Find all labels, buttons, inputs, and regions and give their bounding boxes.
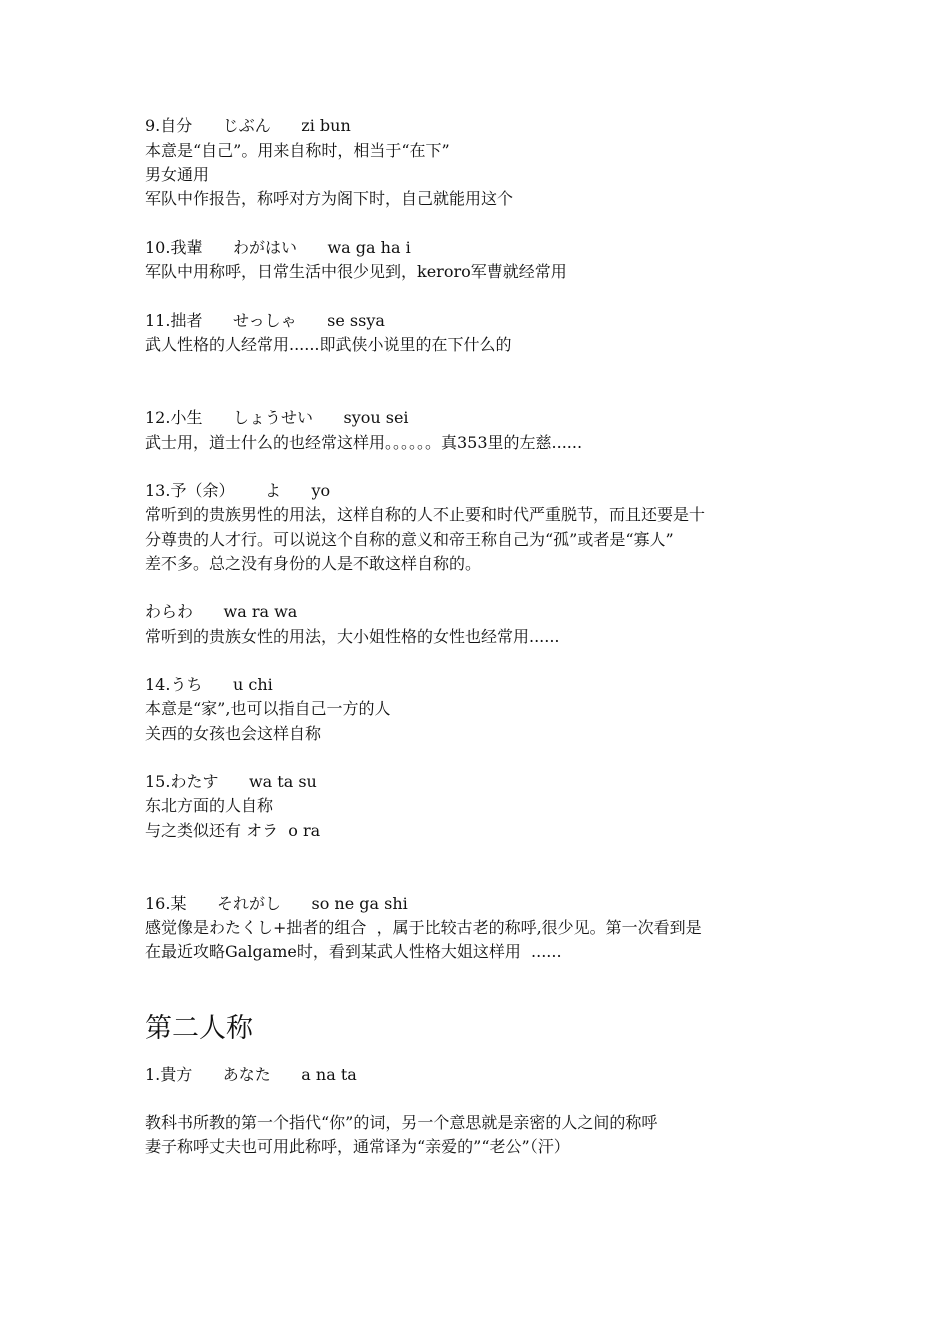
entry-header-9: 9.自分 じぶん zi bun [145, 116, 351, 135]
entry-text: 感觉像是わたくし+拙者的组合 ，属于比较古老的称呼,很少见。第一次看到是 [145, 918, 702, 937]
entry-text: 分尊贵的人才行。可以说这个自称的意义和帝王称自己为“孤”或者是“寡人” [145, 530, 674, 549]
entry-text: 妻子称呼丈夫也可用此称呼，通常译为“亲爱的”“老公”（汗） [145, 1137, 570, 1156]
entry-header-14: 14.うち u chi [145, 675, 273, 694]
entry-text: 军队中用称呼，日常生活中很少见到，keroro军曹就经常用 [145, 262, 567, 281]
entry-header-12: 12.小生 しょうせい syou sei [145, 408, 409, 427]
entry-header-15: 15.わたす wa ta su [145, 772, 317, 791]
entry-text: 军队中作报告，称呼对方为阁下时，自己就能用这个 [145, 189, 514, 208]
entry-text: 差不多。总之没有身份的人是不敢这样自称的。 [145, 554, 482, 573]
entry-text: 本意是“家”,也可以指自己一方的人 [145, 699, 391, 718]
entry-header-13: 13.予（余） よ yo [145, 481, 331, 500]
entry-header-16: 16.某 それがし so ne ga shi [145, 894, 408, 913]
entry-text: 常听到的贵族男性的用法，这样自称的人不止要和时代严重脱节，而且还要是十 [145, 505, 706, 524]
section-heading: 第二人称 [145, 1013, 253, 1044]
entry-text: 在最近攻略Galgame时，看到某武人性格大姐这样用 ...... [145, 942, 562, 961]
entry-text: 本意是“自己”。用来自称时，相当于“在下” [145, 141, 450, 160]
entry-text: 与之类似还有 オラ o ra [145, 821, 321, 840]
entry-text: 教科书所教的第一个指代“你”的词，另一个意思就是亲密的人之间的称呼 [145, 1113, 658, 1132]
entry-header-warawa: わらわ wa ra wa [145, 602, 298, 621]
entry-text: 武人性格的人经常用......即武侠小说里的在下什么的 [145, 335, 512, 354]
entry-header-10: 10.我輩 わがはい wa ga ha i [145, 238, 411, 257]
entry-header-11: 11.拙者 せっしゃ se ssya [145, 311, 385, 330]
entry-header-second-1: 1.貴方 あなた a na ta [145, 1065, 357, 1084]
entry-text: 男女通用 [145, 165, 210, 184]
entry-text: 常听到的贵族女性的用法，大小姐性格的女性也经常用...... [145, 627, 560, 646]
entry-text: 东北方面的人自称 [145, 796, 274, 815]
entry-text: 关西的女孩也会这样自称 [145, 724, 322, 743]
entry-text: 武士用，道士什么的也经常这样用。。。。。。真353里的左慈...... [145, 433, 583, 452]
